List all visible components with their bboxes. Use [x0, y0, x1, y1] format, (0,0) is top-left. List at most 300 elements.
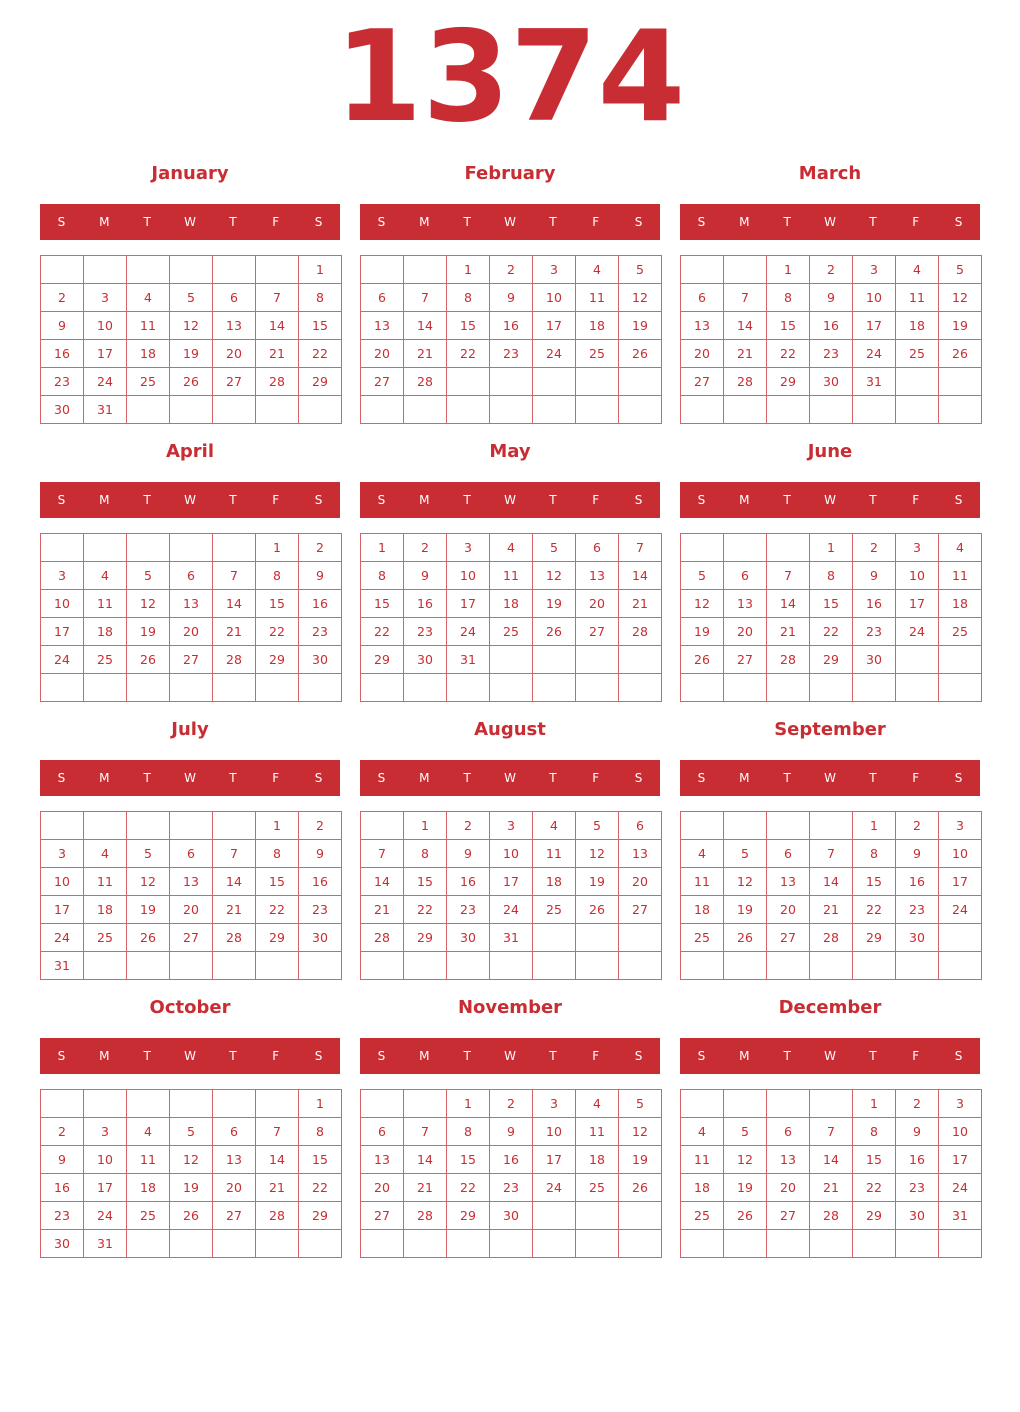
day-cell	[618, 1229, 662, 1258]
day-cell: 1	[255, 811, 299, 840]
day-cell: 16	[895, 1145, 939, 1174]
day-cell	[83, 951, 127, 980]
day-cell: 31	[446, 645, 490, 674]
day-cell: 27	[766, 1201, 810, 1230]
day-cell: 20	[680, 339, 724, 368]
day-cell	[680, 1229, 724, 1258]
weekday-label: S	[57, 771, 66, 785]
day-cell	[403, 1089, 447, 1118]
day-cell: 22	[298, 339, 342, 368]
day-cell: 6	[360, 283, 404, 312]
days-grid	[40, 811, 341, 980]
day-cell: 10	[895, 561, 939, 590]
day-cell: 9	[298, 561, 342, 590]
day-cell: 23	[895, 1173, 939, 1202]
day-cell: 24	[852, 339, 896, 368]
day-cell: 27	[360, 367, 404, 396]
day-cell: 24	[83, 1201, 127, 1230]
day-cell: 16	[403, 589, 447, 618]
weekday-label: M	[419, 215, 430, 229]
day-cell: 31	[40, 951, 84, 980]
day-cell: 4	[895, 255, 939, 284]
day-cell	[575, 923, 619, 952]
weekday-label: T	[783, 771, 791, 785]
month-name: April	[165, 441, 215, 462]
day-cell	[446, 951, 490, 980]
day-cell	[489, 645, 533, 674]
day-cell	[169, 255, 213, 284]
day-cell	[255, 1089, 299, 1118]
day-cell: 21	[809, 1173, 853, 1202]
day-cell: 7	[212, 561, 256, 590]
day-cell	[938, 951, 982, 980]
weekday-label: F	[272, 215, 280, 229]
day-cell: 11	[126, 311, 170, 340]
day-cell: 13	[169, 867, 213, 896]
weekday-label: S	[634, 493, 643, 507]
weekday-label: S	[954, 215, 963, 229]
day-cell: 30	[298, 645, 342, 674]
day-cell: 4	[489, 533, 533, 562]
day-cell: 17	[446, 589, 490, 618]
weekday-label: S	[377, 215, 386, 229]
weekday-label: T	[549, 771, 557, 785]
day-cell	[126, 395, 170, 424]
day-cell	[360, 811, 404, 840]
day-cell: 22	[446, 339, 490, 368]
day-cell: 3	[40, 839, 84, 868]
weekday-label: T	[143, 771, 151, 785]
day-cell	[446, 367, 490, 396]
day-cell: 2	[895, 811, 939, 840]
weekday-label: T	[229, 1049, 237, 1063]
day-cell	[766, 951, 810, 980]
day-cell: 13	[212, 1145, 256, 1174]
day-cell: 9	[40, 311, 84, 340]
day-cell: 24	[938, 1173, 982, 1202]
day-cell: 24	[532, 1173, 576, 1202]
month-name: November	[457, 997, 563, 1018]
day-cell	[83, 533, 127, 562]
day-cell: 9	[489, 1117, 533, 1146]
day-cell: 7	[403, 283, 447, 312]
day-cell: 23	[298, 895, 342, 924]
day-cell: 19	[938, 311, 982, 340]
weekday-header	[40, 482, 340, 518]
day-cell: 27	[723, 645, 767, 674]
day-cell: 21	[255, 339, 299, 368]
day-cell: 13	[169, 589, 213, 618]
day-cell: 19	[723, 1173, 767, 1202]
day-cell: 24	[489, 895, 533, 924]
day-cell: 9	[403, 561, 447, 590]
weekday-label: T	[783, 215, 791, 229]
weekday-label: F	[912, 215, 920, 229]
day-cell: 15	[255, 867, 299, 896]
weekday-label: S	[697, 215, 706, 229]
day-cell: 23	[809, 339, 853, 368]
day-cell: 10	[532, 1117, 576, 1146]
day-cell	[680, 255, 724, 284]
day-cell	[255, 951, 299, 980]
day-cell: 15	[446, 1145, 490, 1174]
day-cell: 23	[852, 617, 896, 646]
day-cell: 20	[360, 1173, 404, 1202]
day-cell	[83, 673, 127, 702]
weekday-label: T	[869, 771, 877, 785]
day-cell: 9	[298, 839, 342, 868]
day-cell: 5	[680, 561, 724, 590]
day-cell	[169, 1229, 213, 1258]
day-cell	[809, 811, 853, 840]
days-grid	[360, 811, 661, 980]
weekday-label: S	[314, 493, 323, 507]
day-cell	[126, 951, 170, 980]
day-cell: 31	[489, 923, 533, 952]
day-cell: 20	[212, 1173, 256, 1202]
day-cell: 4	[83, 839, 127, 868]
weekday-label: W	[824, 215, 836, 229]
weekday-header	[680, 760, 980, 796]
day-cell: 7	[809, 1117, 853, 1146]
weekday-label: M	[739, 771, 750, 785]
weekday-label: T	[463, 493, 471, 507]
day-cell: 15	[255, 589, 299, 618]
weekday-label: S	[954, 493, 963, 507]
weekday-label: M	[99, 493, 110, 507]
day-cell: 13	[360, 1145, 404, 1174]
day-cell: 4	[680, 1117, 724, 1146]
weekday-label: F	[592, 215, 600, 229]
day-cell: 11	[680, 1145, 724, 1174]
weekday-label: S	[697, 1049, 706, 1063]
day-cell	[723, 1229, 767, 1258]
day-cell	[575, 1229, 619, 1258]
day-cell	[680, 1089, 724, 1118]
day-cell	[169, 673, 213, 702]
day-cell: 15	[403, 867, 447, 896]
day-cell	[723, 1089, 767, 1118]
day-cell	[532, 1229, 576, 1258]
day-cell: 17	[895, 589, 939, 618]
day-cell: 4	[575, 255, 619, 284]
weekday-label: M	[99, 215, 110, 229]
day-cell: 17	[83, 1173, 127, 1202]
weekday-label: S	[314, 771, 323, 785]
day-cell: 21	[618, 589, 662, 618]
day-cell: 12	[938, 283, 982, 312]
day-cell: 14	[403, 1145, 447, 1174]
day-cell	[575, 645, 619, 674]
day-cell: 25	[895, 339, 939, 368]
day-cell	[532, 951, 576, 980]
day-cell: 12	[126, 589, 170, 618]
day-cell	[809, 673, 853, 702]
day-cell: 27	[618, 895, 662, 924]
day-cell: 5	[169, 283, 213, 312]
day-cell: 20	[212, 339, 256, 368]
day-cell	[169, 951, 213, 980]
day-cell	[895, 367, 939, 396]
day-cell: 15	[446, 311, 490, 340]
day-cell: 11	[489, 561, 533, 590]
month-name: June	[807, 441, 853, 462]
day-cell: 7	[360, 839, 404, 868]
month-name: December	[778, 997, 882, 1018]
day-cell: 23	[895, 895, 939, 924]
day-cell: 7	[255, 283, 299, 312]
weekday-label: T	[143, 1049, 151, 1063]
day-cell	[169, 1089, 213, 1118]
day-cell: 8	[403, 839, 447, 868]
day-cell: 13	[766, 1145, 810, 1174]
day-cell	[723, 673, 767, 702]
day-cell: 4	[532, 811, 576, 840]
day-cell: 2	[40, 1117, 84, 1146]
day-cell: 13	[212, 311, 256, 340]
day-cell: 3	[83, 283, 127, 312]
day-cell: 28	[255, 1201, 299, 1230]
day-cell: 13	[618, 839, 662, 868]
day-cell: 16	[40, 1173, 84, 1202]
day-cell	[255, 395, 299, 424]
day-cell: 21	[212, 895, 256, 924]
day-cell: 8	[360, 561, 404, 590]
day-cell: 7	[766, 561, 810, 590]
day-cell	[298, 395, 342, 424]
day-cell: 20	[766, 895, 810, 924]
day-cell	[766, 533, 810, 562]
day-cell	[680, 951, 724, 980]
day-cell: 23	[40, 1201, 84, 1230]
weekday-label: F	[912, 771, 920, 785]
day-cell: 31	[852, 367, 896, 396]
day-cell: 8	[255, 839, 299, 868]
day-cell: 9	[489, 283, 533, 312]
day-cell: 11	[126, 1145, 170, 1174]
day-cell: 30	[40, 395, 84, 424]
day-cell: 6	[169, 839, 213, 868]
day-cell: 17	[938, 867, 982, 896]
day-cell: 26	[532, 617, 576, 646]
day-cell	[40, 533, 84, 562]
day-cell: 16	[446, 867, 490, 896]
day-cell: 17	[938, 1145, 982, 1174]
month-october	[40, 997, 340, 1267]
day-cell: 17	[40, 617, 84, 646]
day-cell	[255, 1229, 299, 1258]
day-cell: 24	[40, 645, 84, 674]
day-cell: 28	[255, 367, 299, 396]
day-cell: 21	[212, 617, 256, 646]
day-cell: 19	[532, 589, 576, 618]
day-cell: 3	[446, 533, 490, 562]
day-cell: 10	[40, 867, 84, 896]
day-cell: 22	[298, 1173, 342, 1202]
day-cell	[852, 673, 896, 702]
day-cell: 13	[766, 867, 810, 896]
day-cell: 19	[723, 895, 767, 924]
weekday-label: T	[143, 493, 151, 507]
month-name: February	[464, 163, 556, 184]
weekday-header	[360, 204, 660, 240]
day-cell: 21	[360, 895, 404, 924]
weekday-label: W	[184, 215, 196, 229]
day-cell: 24	[938, 895, 982, 924]
weekday-label: T	[549, 1049, 557, 1063]
day-cell: 27	[575, 617, 619, 646]
day-cell: 12	[169, 1145, 213, 1174]
day-cell: 18	[680, 895, 724, 924]
day-cell: 5	[618, 255, 662, 284]
day-cell	[532, 1201, 576, 1230]
day-cell: 10	[852, 283, 896, 312]
day-cell: 20	[723, 617, 767, 646]
day-cell: 1	[809, 533, 853, 562]
day-cell: 7	[255, 1117, 299, 1146]
day-cell: 30	[298, 923, 342, 952]
days-grid	[40, 1089, 341, 1258]
day-cell: 23	[446, 895, 490, 924]
day-cell: 30	[809, 367, 853, 396]
day-cell	[723, 395, 767, 424]
day-cell	[938, 395, 982, 424]
weekday-label: F	[912, 1049, 920, 1063]
day-cell: 6	[723, 561, 767, 590]
weekday-label: S	[314, 215, 323, 229]
day-cell: 5	[938, 255, 982, 284]
month-february	[360, 163, 660, 433]
day-cell: 8	[255, 561, 299, 590]
day-cell: 14	[212, 589, 256, 618]
day-cell: 8	[852, 839, 896, 868]
day-cell: 26	[938, 339, 982, 368]
day-cell: 5	[532, 533, 576, 562]
day-cell: 5	[723, 1117, 767, 1146]
day-cell	[360, 395, 404, 424]
day-cell: 9	[40, 1145, 84, 1174]
day-cell: 14	[360, 867, 404, 896]
day-cell	[212, 673, 256, 702]
weekday-label: M	[739, 493, 750, 507]
day-cell: 12	[169, 311, 213, 340]
day-cell: 24	[83, 367, 127, 396]
weekday-label: F	[592, 771, 600, 785]
weekday-header	[680, 1038, 980, 1074]
day-cell: 1	[298, 1089, 342, 1118]
day-cell: 11	[575, 1117, 619, 1146]
day-cell	[938, 1229, 982, 1258]
days-grid	[680, 255, 981, 424]
day-cell	[618, 367, 662, 396]
day-cell	[126, 255, 170, 284]
day-cell: 2	[489, 255, 533, 284]
month-march	[680, 163, 980, 433]
days-grid	[680, 1089, 981, 1258]
weekday-label: T	[869, 493, 877, 507]
weekday-label: W	[184, 1049, 196, 1063]
day-cell: 11	[532, 839, 576, 868]
day-cell: 2	[40, 283, 84, 312]
day-cell	[403, 1229, 447, 1258]
day-cell: 6	[169, 561, 213, 590]
month-july	[40, 719, 340, 989]
day-cell: 18	[575, 1145, 619, 1174]
day-cell: 30	[895, 1201, 939, 1230]
weekday-label: M	[99, 771, 110, 785]
weekday-label: T	[229, 771, 237, 785]
day-cell	[212, 255, 256, 284]
day-cell: 30	[403, 645, 447, 674]
day-cell: 26	[680, 645, 724, 674]
day-cell: 14	[255, 1145, 299, 1174]
month-name: September	[774, 719, 886, 740]
day-cell: 16	[489, 311, 533, 340]
day-cell: 31	[83, 395, 127, 424]
day-cell: 4	[83, 561, 127, 590]
day-cell: 14	[809, 1145, 853, 1174]
day-cell: 27	[360, 1201, 404, 1230]
day-cell: 24	[446, 617, 490, 646]
day-cell	[618, 923, 662, 952]
day-cell	[446, 673, 490, 702]
day-cell: 12	[618, 1117, 662, 1146]
day-cell: 12	[126, 867, 170, 896]
day-cell: 30	[895, 923, 939, 952]
day-cell: 30	[852, 645, 896, 674]
day-cell: 10	[83, 1145, 127, 1174]
day-cell: 20	[360, 339, 404, 368]
day-cell: 24	[532, 339, 576, 368]
day-cell	[532, 673, 576, 702]
day-cell: 1	[360, 533, 404, 562]
day-cell: 22	[852, 1173, 896, 1202]
days-grid	[360, 255, 661, 424]
day-cell	[298, 1229, 342, 1258]
day-cell	[360, 1229, 404, 1258]
day-cell: 9	[809, 283, 853, 312]
day-cell: 18	[895, 311, 939, 340]
day-cell: 26	[169, 367, 213, 396]
day-cell: 5	[723, 839, 767, 868]
weekday-label: W	[504, 771, 516, 785]
day-cell: 25	[83, 923, 127, 952]
day-cell: 28	[403, 1201, 447, 1230]
day-cell: 12	[618, 283, 662, 312]
day-cell: 25	[680, 923, 724, 952]
day-cell: 1	[446, 1089, 490, 1118]
day-cell: 2	[298, 811, 342, 840]
day-cell	[766, 1229, 810, 1258]
weekday-label: T	[869, 1049, 877, 1063]
day-cell: 22	[403, 895, 447, 924]
day-cell: 9	[446, 839, 490, 868]
day-cell: 20	[766, 1173, 810, 1202]
day-cell: 3	[83, 1117, 127, 1146]
day-cell	[575, 395, 619, 424]
day-cell	[212, 1229, 256, 1258]
day-cell: 15	[809, 589, 853, 618]
day-cell	[532, 367, 576, 396]
day-cell: 29	[809, 645, 853, 674]
day-cell: 29	[360, 645, 404, 674]
day-cell: 22	[446, 1173, 490, 1202]
day-cell: 16	[489, 1145, 533, 1174]
day-cell: 14	[212, 867, 256, 896]
day-cell: 19	[680, 617, 724, 646]
day-cell: 5	[575, 811, 619, 840]
day-cell	[723, 811, 767, 840]
